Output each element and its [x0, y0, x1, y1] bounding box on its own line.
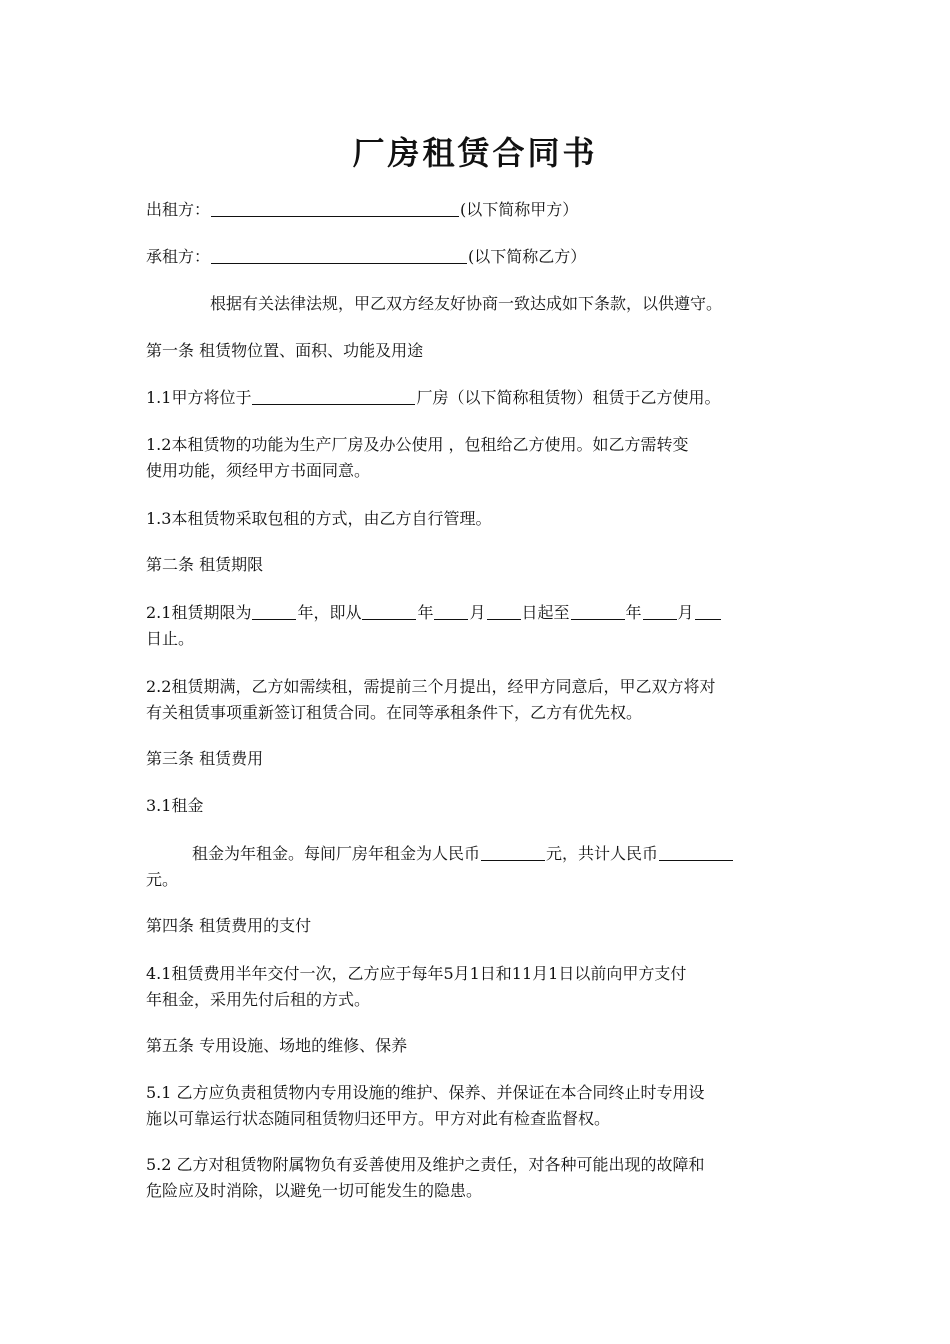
clause-2-2-line1: 2.2租赁期满，乙方如需续租，需提前三个月提出，经甲方同意后，甲乙双方将对: [146, 677, 716, 696]
rent-per-unit-blank[interactable]: [481, 842, 545, 861]
clause-5-1-line2: 施以可靠运行状态随同租赁物归还甲方。甲方对此有检查监督权。: [146, 1109, 611, 1128]
clause-5-2-line2: 危险应及时消除，以避免一切可能发生的隐患。: [146, 1181, 483, 1200]
clause-1-2-line2: 使用功能，须经甲方书面同意。: [146, 461, 371, 480]
rent-text: 租金为年租金。每间厂房年租金为人民币: [192, 844, 481, 863]
article-4-heading: 第四条 租赁费用的支付: [146, 916, 312, 935]
clause-4-1-line2: 年租金，采用先付后租的方式。: [146, 990, 371, 1009]
clause-1-1-text-end: 厂房（以下简称租赁物）租赁于乙方使用。: [416, 388, 721, 407]
rent-total-text: 元，共计人民币: [546, 844, 659, 863]
lessor-suffix: (以下简称甲方）: [460, 200, 579, 219]
clause-3-1: 3.1租金: [146, 796, 204, 815]
clause-2-1-until: 日起至: [521, 603, 570, 622]
term-years-blank[interactable]: [252, 601, 296, 620]
clause-2-1-month: 月: [469, 603, 486, 622]
document-title: 厂房租赁合同书: [352, 134, 598, 172]
article-2-heading: 第二条 租赁期限: [146, 555, 264, 574]
clause-3-1-rent-line2: 元。: [146, 870, 179, 889]
article-5-heading: 第五条 专用设施、场地的维修、保养: [146, 1036, 408, 1055]
clause-5-2-line1: 5.2 乙方对租赁物附属物负有妥善使用及维护之责任，对各种可能出现的故障和: [146, 1155, 705, 1174]
clause-2-1-from: 年，即从: [297, 603, 362, 622]
rent-total-blank[interactable]: [659, 842, 733, 861]
clause-2-1-end-month: 月: [677, 603, 694, 622]
lessor-line: [146, 197, 810, 223]
lessor-blank[interactable]: [211, 198, 459, 217]
clause-5-1-line1: 5.1 乙方应负责租赁物内专用设施的维护、保养、并保证在本合同终止时专用设: [146, 1083, 705, 1102]
end-day-blank[interactable]: [695, 601, 721, 620]
clause-2-1-line2: 日止。: [146, 629, 195, 648]
end-year-blank[interactable]: [571, 601, 625, 620]
clause-2-1-text: 2.1租赁期限为: [146, 603, 252, 622]
start-month-blank[interactable]: [434, 601, 468, 620]
clause-2-1-end-year: 年: [625, 603, 642, 622]
clause-1-1-text: 1.1甲方将位于: [146, 388, 252, 407]
clause-3-1-rent-line1: [192, 841, 812, 867]
lessee-blank[interactable]: [211, 245, 467, 264]
article-3-heading: 第三条 租赁费用: [146, 749, 264, 768]
lessor-label: 出租方：: [146, 200, 211, 219]
lessee-line: [146, 244, 810, 270]
lessee-suffix: (以下简称乙方）: [468, 247, 587, 266]
clause-2-2-line2: 有关租赁事项重新签订租赁合同。在同等承租条件下，乙方有优先权。: [146, 703, 643, 722]
start-year-blank[interactable]: [362, 601, 416, 620]
clause-1-1: [146, 385, 810, 411]
end-month-blank[interactable]: [643, 601, 677, 620]
clause-2-1-line1: [146, 600, 810, 626]
article-1-heading: 第一条 租赁物位置、面积、功能及用途: [146, 341, 424, 360]
location-blank[interactable]: [252, 386, 415, 405]
clause-1-3: 1.3本租赁物采取包租的方式，由乙方自行管理。: [146, 509, 492, 528]
intro-paragraph: 根据有关法律法规，甲乙双方经友好协商一致达成如下条款，以供遵守。: [210, 294, 723, 313]
clause-2-1-year: 年: [417, 603, 434, 622]
lessee-label: 承租方：: [146, 247, 211, 266]
start-day-blank[interactable]: [487, 601, 521, 620]
clause-1-2-line1: 1.2本租赁物的功能为生产厂房及办公使用 ，包租给乙方使用。如乙方需转变: [146, 435, 689, 454]
clause-4-1-line1: 4.1租赁费用半年交付一次，乙方应于每年5月1日和11月1日以前向甲方支付: [146, 964, 687, 983]
